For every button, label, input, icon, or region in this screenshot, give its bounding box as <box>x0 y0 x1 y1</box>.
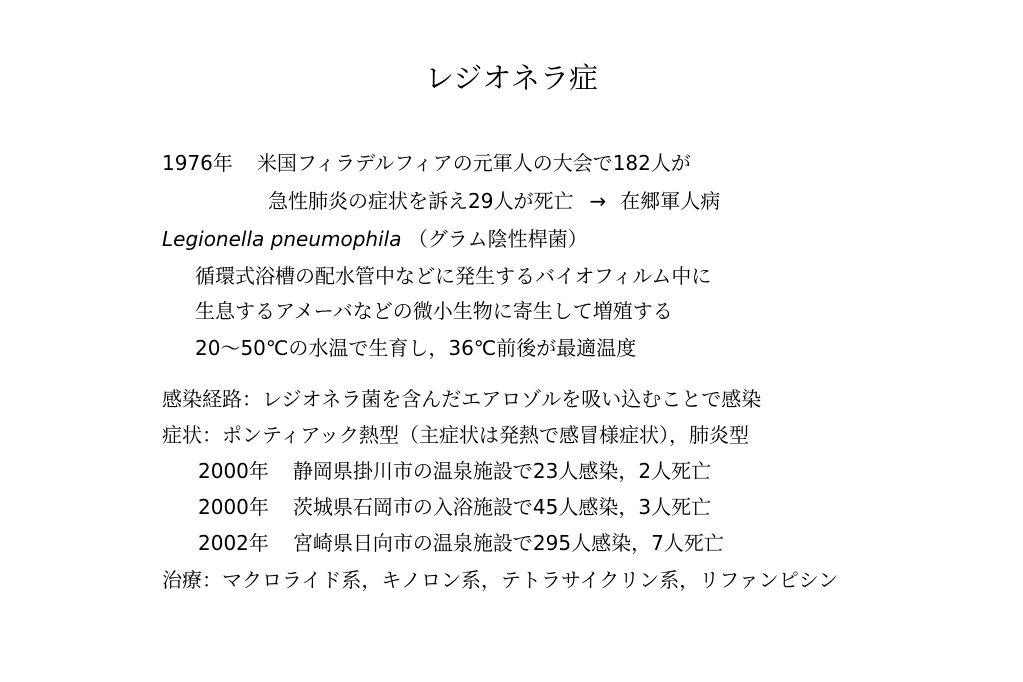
outbreak-year: 2002年 <box>198 531 269 555</box>
species-name: Legionella pneumophila <box>162 227 402 251</box>
history-line-1 <box>162 149 691 177</box>
temperature-line: 20～50℃の水温で生育し，36℃前後が最適温度 <box>195 336 637 360</box>
habitat-line-2: 生息するアメーバなどの微小生物に寄生して増殖する <box>195 299 673 323</box>
history-event-1: 米国フィラデルフィアの元軍人の大会で182人が <box>256 151 691 175</box>
symptoms-line: 症状：ポンティアック熱型（主症状は発熱で感冒様症状），肺炎型 <box>162 423 749 447</box>
outbreak-year: 2000年 <box>198 495 269 519</box>
history-year: 1976年 <box>162 151 233 175</box>
treatment-line: 治療：マクロライド系，キノロン系，テトラサイクリン系，リファンピシン <box>162 568 839 592</box>
organism-line <box>162 225 588 253</box>
outbreak-item <box>198 529 724 557</box>
arrow-icon: → <box>589 189 607 213</box>
history-line-2 <box>268 187 720 215</box>
outbreak-year: 2000年 <box>198 459 269 483</box>
outbreak-item <box>198 493 711 521</box>
disease-name: 在郷軍人病 <box>620 189 721 213</box>
route-line: 感染経路：レジオネラ菌を含んだエアロゾルを吸い込むことで感染 <box>162 387 762 411</box>
gram-stain: （グラム陰性桿菌） <box>407 227 588 251</box>
outbreak-item <box>198 457 711 485</box>
outbreak-detail: 茨城県石岡市の入浴施設で45人感染，3人死亡 <box>292 495 712 519</box>
history-event-2: 急性肺炎の症状を訴え29人が死亡 <box>268 189 574 213</box>
slide-title: レジオネラ症 <box>425 61 598 95</box>
outbreak-detail: 宮崎県日向市の温泉施設で295人感染，7人死亡 <box>292 531 724 555</box>
outbreak-detail: 静岡県掛川市の温泉施設で23人感染，2人死亡 <box>292 459 712 483</box>
habitat-line-1: 循環式浴槽の配水管中などに発生するバイオフィルム中に <box>195 264 712 288</box>
